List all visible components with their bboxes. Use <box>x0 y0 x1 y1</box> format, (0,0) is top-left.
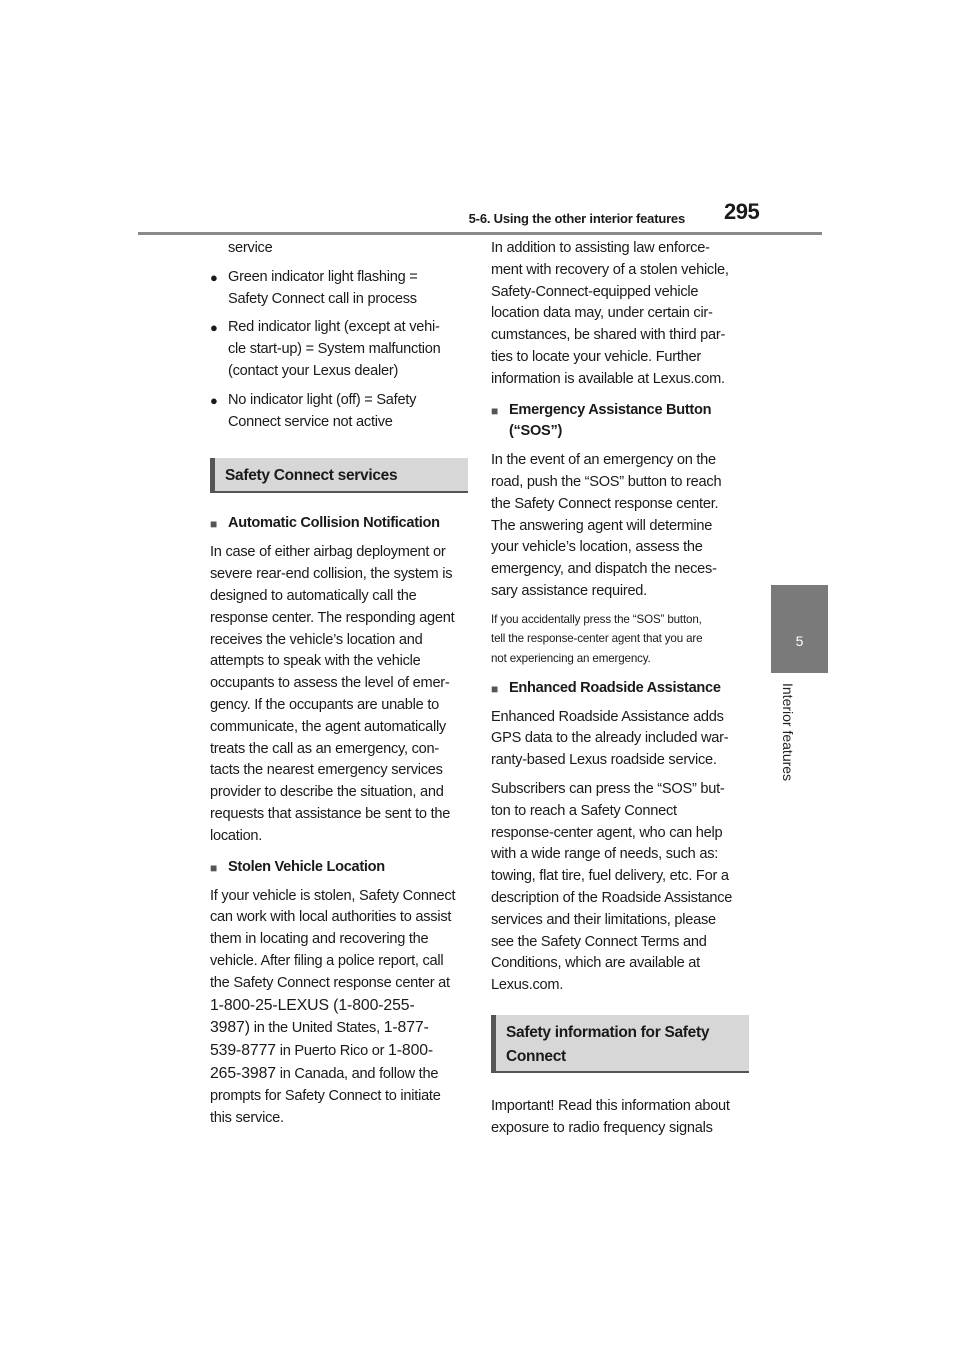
section-box-title: Safety Connect services <box>225 467 398 484</box>
era-paragraph-2: Subscribers can press the “SOS” but- ton to reach a Safety Connect response-center agent, who can help with a wide range of needs, such as: towing, flat tire, fuel delivery, etc. For a description of the Roadside Assistance services and their limitations, please see the Safety Connect Terms and Conditions, which are available at Lexus.com. <box>491 780 733 994</box>
bullet-text: Red indicator light (except at vehi- cle start-up) = System malfunction (contact your Lexus dealer) <box>228 319 441 379</box>
phone-number-us: 1-800-25-LEXUS (1-800-255- <box>210 996 415 1014</box>
bullet-dot-icon: ● <box>210 320 218 336</box>
svl-paragraph: If your vehicle is stolen, Safety Connect can work with local authorities to assist them in locating and recovering the vehicle. After filing a police report, call the Safety Connect response center at 1-800-25-LEXUS (1-800-255- 3987) in the United States, 1-877- 539-8777 in Puerto Rico or 1-800- 265-3987 in Canada, and follow the prompts for Safety Connect to initiate this service. <box>210 887 456 1126</box>
acn-paragraph: In case of either airbag deployment or severe rear-end collision, the system is designed to automatically call the response center. The responding agent receives the vehicle’s location and attempts to speak with the vehicle occupants to assess the level of emer- gency. If the occupants are unable to communicate, the agent automatically treats the call as an emergency, con- tacts the nearest emergency services provider to describe the situation, and requests that assistance be sent to the location. <box>210 544 455 844</box>
chapter-tab-number: 5 <box>795 633 804 649</box>
square-bullet-icon: ■ <box>491 681 498 696</box>
page-number: 295 <box>724 199 760 224</box>
section-box-spacer <box>210 440 468 504</box>
phone-number-ca: 265-3987 <box>210 1064 276 1082</box>
right-column <box>491 238 749 1146</box>
subheading-automatic-collision-notification <box>210 513 468 535</box>
subheading-text: Enhanced Roadside Assistance <box>509 679 721 696</box>
square-bullet-icon: ■ <box>210 860 217 875</box>
bullet-text: No indicator light (off) = Safety Connect service not active <box>228 391 417 430</box>
service-continuation: service <box>228 240 273 256</box>
era-paragraph-1: Enhanced Roadside Assistance adds GPS data to the already included war- ranty-based Lexus roadside service. <box>491 708 729 769</box>
sos-paragraph: In the event of an emergency on the road, push the “SOS” button to reach the Safety Connect response center. The answering agent will determine your vehicle’s location, assess the emergency, and dispatch the neces- sary assistance required. <box>491 452 722 599</box>
section-box-title-line: Safety information for Safety <box>506 1024 710 1041</box>
square-bullet-icon: ■ <box>210 517 217 532</box>
subheading-stolen-vehicle-location <box>210 857 468 879</box>
phone-number-ca: 1-800- <box>388 1042 434 1060</box>
square-bullet-icon: ■ <box>491 403 498 418</box>
sos-note: If you accidentally press the “SOS” button, tell the response-center agent that you are not experiencing an emergency. <box>491 612 703 665</box>
subheading-text: Automatic Collision Notification <box>228 515 440 532</box>
phone-number-pr: 539-8777 <box>210 1042 276 1060</box>
subheading-text: Emergency Assistance Button (“SOS”) <box>509 401 712 440</box>
subheading-emergency-assistance-button <box>491 400 749 444</box>
subheading-text: Stolen Vehicle Location <box>228 858 385 875</box>
bullet-item <box>210 390 468 434</box>
bullet-item <box>210 317 468 382</box>
left-column <box>210 238 468 1136</box>
page-header-section: 5-6. Using the other interior features <box>468 211 685 226</box>
section-box-spacer <box>491 1004 749 1096</box>
subheading-enhanced-roadside-assistance <box>491 678 749 700</box>
phone-number-us: 3987) <box>210 1019 250 1037</box>
bullet-text: Green indicator light flashing = Safety Connect call in process <box>228 268 418 307</box>
section-box-title-line: Connect <box>506 1048 566 1065</box>
header-rule <box>138 232 822 235</box>
chapter-tab-label: Interior features <box>780 683 796 782</box>
bullet-dot-icon: ● <box>210 392 218 408</box>
phone-number-pr: 1-877- <box>383 1019 429 1037</box>
bullet-item <box>210 267 468 311</box>
chapter-tab <box>771 585 828 673</box>
intro-paragraph: In addition to assisting law enforce- ment with recovery of a stolen vehicle, Safety-Connect-equipped vehicle location data may, under certain cir- cumstances, be shared with third par- ties to locate your vehicle. Further information is available at Lexus.com. <box>491 240 729 387</box>
bullet-dot-icon: ● <box>210 269 218 285</box>
final-paragraph: Important! Read this information about exposure to radio frequency signals <box>491 1097 730 1136</box>
